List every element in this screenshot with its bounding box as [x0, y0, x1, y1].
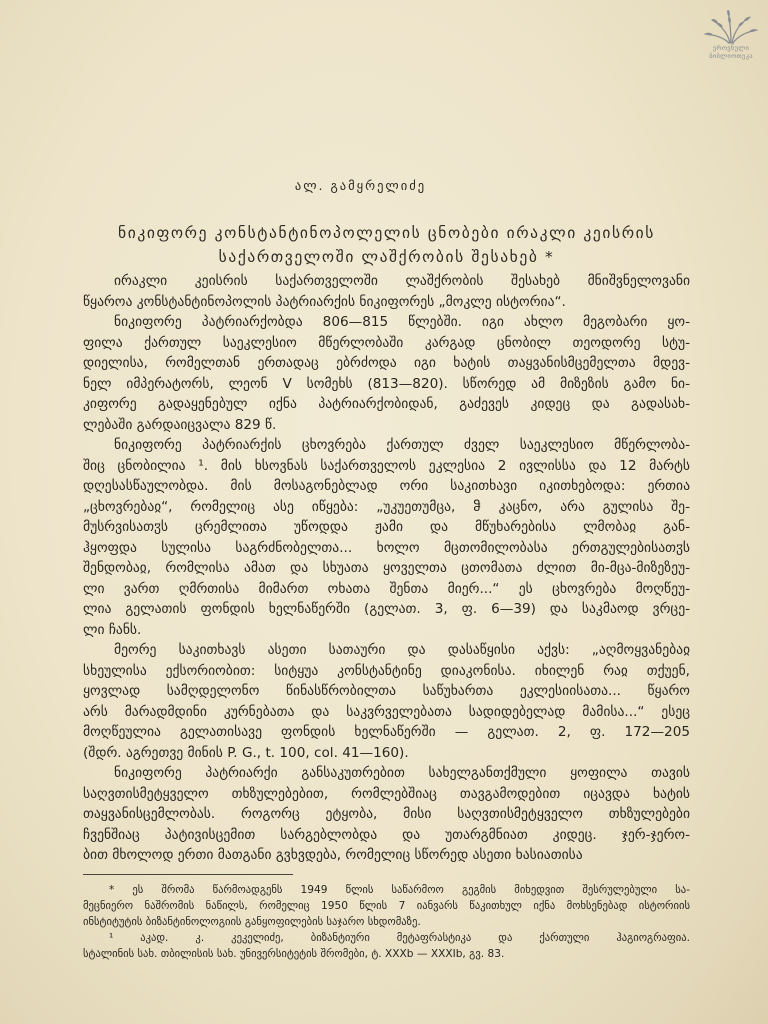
logo-text-line-1: ეროვნული — [712, 44, 750, 52]
footnote — [83, 930, 690, 962]
author-name: ალ. გამყრელიძე — [294, 178, 427, 193]
footnote-line: სტალინის სახ. თბილისის სახ. უნივერსიტეტის შრომები, ტ. XXXb — XXXIb, გვ. 83. — [83, 948, 505, 960]
body-line: ლი ვართ ღმრთისა მიმართ ოხათა შენთა მიერ...“ ეს ცხოვრება მოღწეუ- — [83, 580, 690, 597]
article-title — [83, 221, 690, 269]
body-line: მუსრვისათჳს ცრემლითა უწოდდა ჟამი და მწუხარებისა ლმობაჲ გან- — [83, 519, 690, 535]
body-line: ჩვენშიაც პატივისცემით სარგებლობდა და უთარგმნიათ კიდეც. ჯერ-ჯერო- — [83, 826, 690, 843]
paragraph — [83, 763, 690, 866]
title-line: საქართველოში ლაშქრობის შესახებ * — [218, 248, 555, 266]
body-line: თაყვანისცემლობას. როგორც ეტყობა, მისი საღვთისმეტყველო თხზულებები — [83, 806, 690, 822]
article-body — [83, 271, 690, 866]
footnote-line: * ეს შრომა წარმოადგენს 1949 წლის საწარმოო გეგმის მიხედვით შესრულებული სა- — [109, 884, 690, 896]
body-line: შიც ცნობილია ¹. მის ხსოვნას საქართველოს ეკლესია 2 ივლისსა და 12 მარტს — [83, 457, 690, 474]
body-line: საღვთისმეტყველო თხზულებებით, რომლებშიაც თავგამოდებით იცავდა ხატის — [83, 785, 690, 802]
national-library-logo — [700, 8, 762, 66]
body-line: ნიკიფორე პატრიარქობდა 806—815 წლებში. იგი ახლო მეგობარი ყო- — [114, 314, 690, 330]
logo-text-line-2: ბიბლიოთეკა — [709, 52, 753, 60]
body-line: ჰყოფდა სულისა საგრძნობელთა... ხოლო მცთომილობასა ერთგულებისათჳს — [83, 539, 690, 556]
body-line: შენდობაჲ, რომლისა ამათ და სხუათა ყოველთა ცთომათა ძლით მი-მცა-მიზეზეუ- — [83, 560, 690, 576]
footnote-line: მეცნიერო ნაშრომის ნაწილს, რომელიც 1950 წლის 7 იანვარს წაკითხულ იქნა მოხსენებად ისტორიის — [83, 900, 690, 912]
body-line: ფილა ქართულ საეკლესიო მწერლობაში კარგად ცნობილ თეოდორე სტუ- — [83, 334, 690, 351]
footnotes — [83, 882, 690, 962]
title-line: ნიკიფორე კონსტანტინოპოლელის ცნობები ირაკლი კეისრის — [118, 224, 655, 242]
body-line: წყაროა კონსტანტინოპოლის პატრიარქის ნიკიფორეს „მოკლე ისტორია“. — [83, 293, 566, 310]
body-line: მოღწეულია გელათისავე ფონდის ხელნაწერში — გელათ. 2, ფ. 172—205 — [83, 724, 690, 740]
body-line: მეორე საკითხავს ასეთი სათაური და დასაწყისი აქვს: „აღმოყვანებაჲ — [114, 642, 690, 658]
paragraph — [83, 271, 690, 312]
body-line: კიფორე გადაყენებულ იქნა პატრიარქობიდან, გაძევეს კიდეც და გადასახ- — [83, 396, 690, 412]
body-line: დღესასწაულობდა. მის მოსაგონებლად ორი საკითხავი იკითხებოდა: ერთია — [83, 478, 690, 494]
paragraph — [83, 312, 690, 435]
body-line: ნიკიფორე პატრიარქი განსაკუთრებით სახელგანთქმული ყოფილა თავის — [114, 765, 690, 781]
footnote-line: ინსტიტუტის ბიზანტინოლოგიის განყოფილების საჯარო სხდომაზე. — [83, 916, 421, 928]
body-line: ბით მხოლოდ ერთი მათგანი გვხვდება, რომელიც სწორედ ასეთი ხასიათისა — [83, 847, 583, 863]
body-line: არს მარადმდინი კურნებათა და საკვრველებათა სადიდებელად მამისა...“ ესეც — [83, 703, 690, 720]
paragraph — [83, 640, 690, 763]
body-line: დიელისა, რომელთან ერთადაც ებრძოდა იგი ხატის თაყვანისმცემელთა მდევ- — [83, 355, 690, 371]
footnote — [83, 882, 690, 930]
body-line: ლია გელათის ფონდის ხელნაწერში (გელათ. 3, ფ. 6—39) და საკმაოდ ვრცე- — [83, 601, 690, 617]
body-line: ყოვლად სამღდელონო წინასწრობილთა საწუხართა ეკლესიისათა... წყარო — [83, 683, 690, 699]
body-line: ნიკიფორე პატრიარქის ცხოვრება ქართულ ძველ საეკლესიო მწერლობა- — [114, 437, 690, 453]
body-line: ლი ჩანს. — [83, 621, 142, 638]
body-line: ლებაში გარდაიცვალა 829 წ. — [83, 416, 277, 433]
body-line: „ცხოვრებაჲ“, რომელიც ასე იწყება: „უკუეთუმცა, ჵ კაცნო, არა გულისა შე- — [83, 498, 690, 515]
wheat-emblem-icon — [703, 8, 759, 44]
body-line: ნელ იმპერატორს, ლეონ V სომეხს (813—820). სწორედ ამ მიზეზის გამო ნი- — [83, 375, 690, 392]
footnote-line: ¹ აკად. კ. კეკელიძე, ბიზანტიური მეტაფრასტიკა და ქართული ჰაგიოგრაფია. — [109, 932, 690, 944]
paragraph — [83, 435, 690, 640]
body-line: (შდრ. აგრეთვე მინის P. G., t. 100, col. 41—160). — [83, 744, 409, 761]
body-line: ირაკლი კეისრის საქართველოში ლაშქრობის შესახებ მნიშვნელოვანი — [114, 273, 690, 289]
footnote-divider — [83, 874, 293, 875]
body-line: სხეულისა ექსორიობით: სიტყუა კონსტანტინე დიაკონისა. იხილენ რაჲ თქუენ, — [83, 662, 690, 679]
